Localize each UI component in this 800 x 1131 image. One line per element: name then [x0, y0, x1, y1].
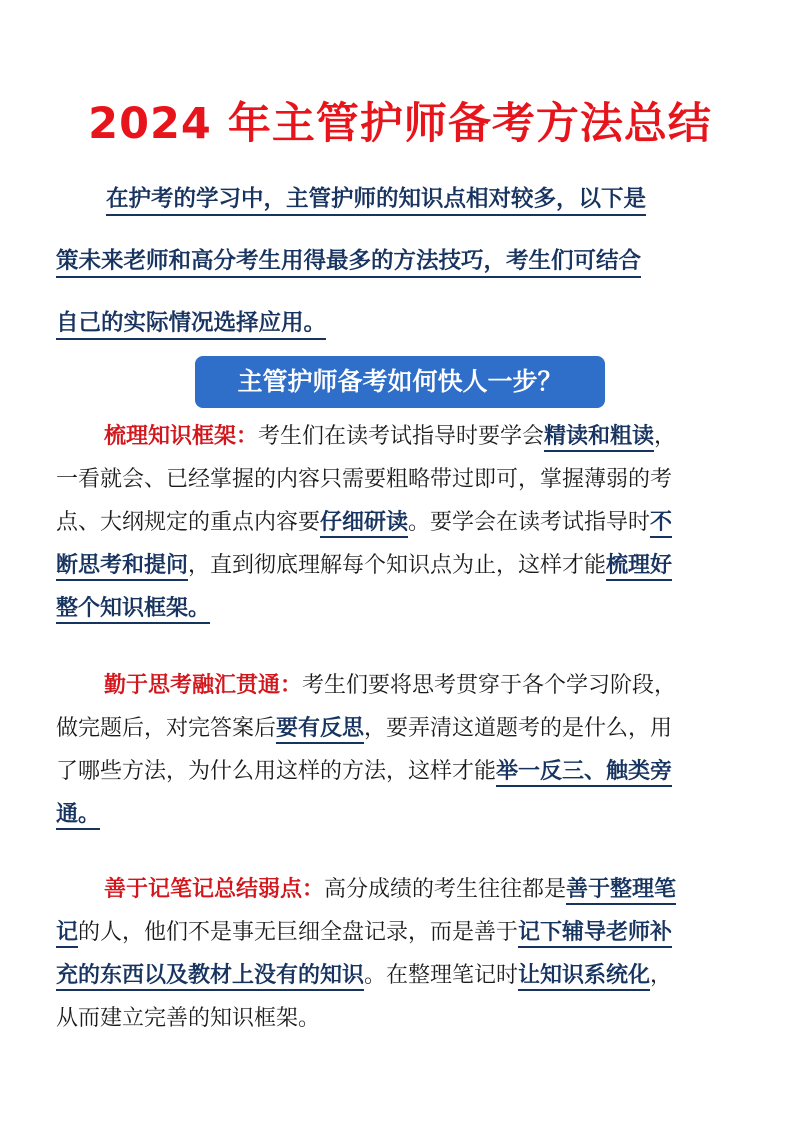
intro-line-2: 策未来老师和高分考生用得最多的方法技巧，考生们可结合	[56, 248, 641, 278]
highlight: 梳理好	[606, 553, 672, 581]
text: ，直到彻底理解每个知识点为止，这样才能	[188, 553, 607, 578]
intro-paragraph	[56, 168, 751, 354]
text: 考生们要将思考贯穿于各个学习阶段，	[302, 673, 677, 698]
tip-notes	[56, 868, 751, 1040]
text: 做完题后，对完答案后	[56, 716, 277, 741]
highlight: 断思考和提问	[56, 553, 188, 581]
page-title: 2024 年主管护师备考方法总结	[88, 99, 712, 149]
section-header: 主管护师备考如何快人一步？	[195, 356, 605, 408]
highlight: 让知识系统化	[518, 963, 650, 991]
tip-knowledge-framework	[56, 415, 751, 630]
highlight: 要有反思	[276, 716, 364, 744]
text: ，	[650, 963, 673, 988]
highlight: 善于整理笔	[566, 877, 676, 905]
highlight: 通。	[56, 802, 100, 830]
text: 的人，他们不是事无巨细全盘记录，而是善于	[78, 920, 519, 945]
intro-line-3: 自己的实际情况选择应用。	[56, 310, 326, 340]
highlight: 举一反三、触类旁	[496, 759, 672, 787]
text: 高分成绩的考生往往都是	[324, 877, 567, 902]
highlight: 仔细研读	[320, 510, 408, 538]
tip-lead: 善于记笔记总结弱点：	[104, 877, 325, 902]
text: 。要学会在读考试指导时	[408, 510, 651, 535]
highlight: 记下辅导老师补	[518, 920, 672, 948]
text: ，	[654, 424, 677, 449]
highlight: 精读和粗读	[544, 424, 654, 452]
text: 。在整理笔记时	[364, 963, 519, 988]
highlight: 充的东西以及教材上没有的知识	[56, 963, 364, 991]
text: ，要弄清这道题考的是什么，用	[364, 716, 673, 741]
tip-lead: 梳理知识框架：	[104, 424, 259, 449]
tip-lead: 勤于思考融汇贯通：	[104, 673, 303, 698]
text: 从而建立完善的知识框架。	[56, 1006, 321, 1031]
text: 一看就会、已经掌握的内容只需要粗略带过即可，掌握薄弱的考	[56, 467, 673, 492]
intro-line-1: 在护考的学习中，主管护师的知识点相对较多，以下是	[106, 186, 646, 216]
text: 考生们在读考试指导时要学会	[258, 424, 545, 449]
highlight: 整个知识框架。	[56, 596, 210, 624]
tip-thinking	[56, 664, 751, 836]
highlight: 不	[650, 510, 672, 538]
highlight: 记	[56, 920, 78, 948]
text: 了哪些方法，为什么用这样的方法，这样才能	[56, 759, 497, 784]
text: 点、大纲规定的重点内容要	[56, 510, 321, 535]
